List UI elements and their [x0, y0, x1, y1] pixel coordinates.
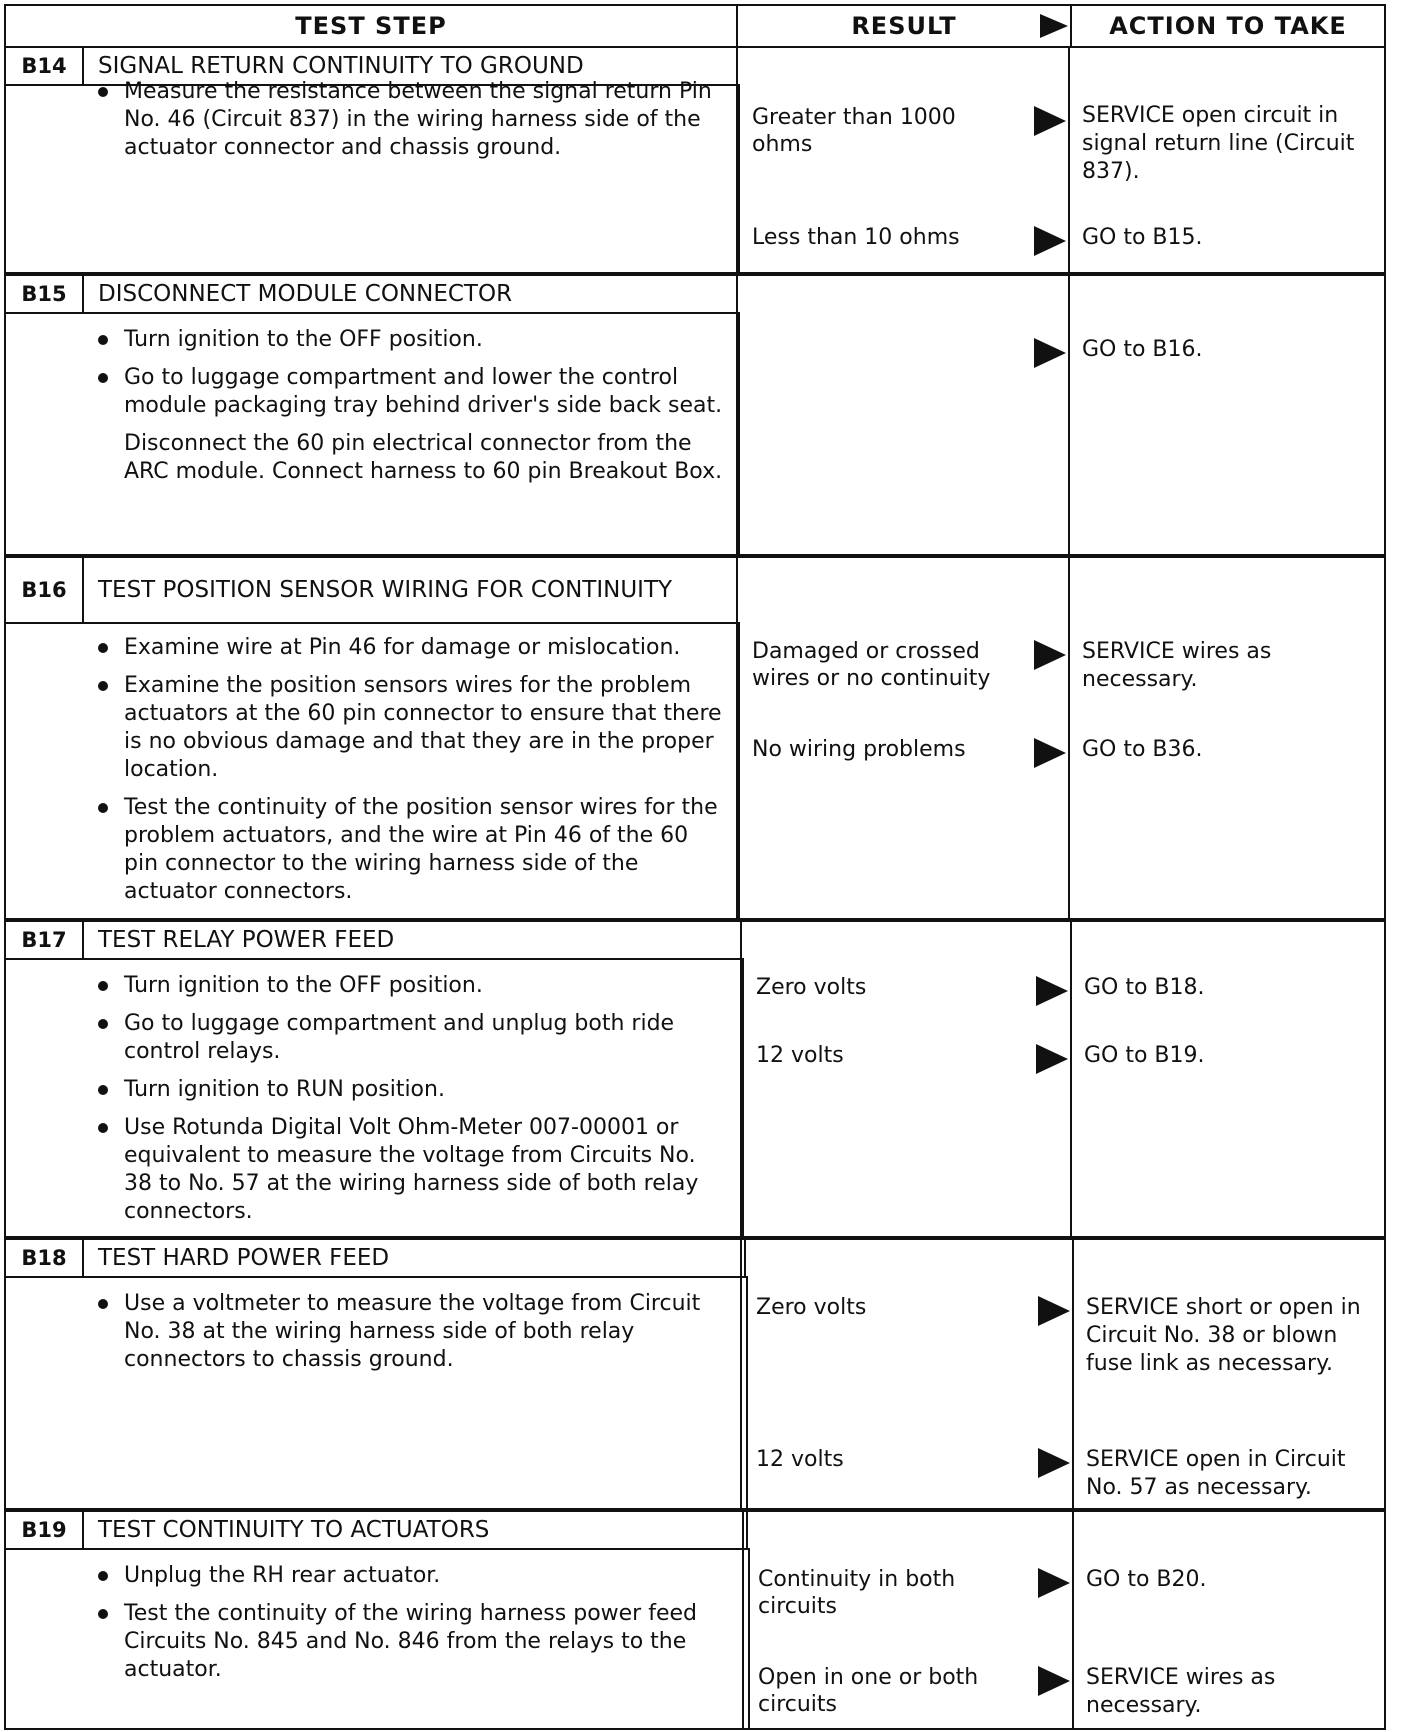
step-item: Turn ignition to the OFF position.	[96, 326, 726, 354]
action-text: GO to B19.	[1084, 1043, 1205, 1068]
step-list-b18	[96, 1290, 734, 1384]
step-list-b14	[96, 78, 726, 172]
step-item: Test the continuity of the position sensor wires for the problem actuators, and the wire at Pin 46 of the 60 pin connector to the wiring harness side of the actuator connectors.	[96, 794, 726, 906]
arrow-right-icon	[1036, 1044, 1068, 1074]
arrow-right-icon	[1034, 226, 1066, 256]
step-id-b18: B18	[4, 1238, 84, 1278]
result-text: Greater than 1000 ohms	[752, 105, 956, 157]
step-item: Disconnect the 60 pin electrical connector from the ARC module. Connect harness to 60 pin Breakout Box.	[124, 431, 723, 484]
result-column-b17	[740, 920, 1072, 1238]
step-item: Test the continuity of the wiring harness power feed Circuits No. 845 and No. 846 from the relays to the actuator.	[96, 1600, 736, 1684]
step-list-b17	[96, 972, 730, 1236]
header-result-label: RESULT	[851, 12, 957, 40]
result-text: No wiring problems	[752, 737, 966, 762]
action-text: SERVICE wires as necessary.	[1082, 639, 1272, 692]
step-item: Turn ignition to RUN position.	[96, 1076, 730, 1104]
result-text: Zero volts	[756, 975, 867, 1000]
arrow-right-icon	[1038, 1296, 1070, 1326]
step-list-b16	[96, 634, 726, 916]
result-text: 12 volts	[756, 1043, 844, 1068]
step-item: Use Rotunda Digital Volt Ohm-Meter 007-00001 or equivalent to measure the voltage from Circuits No. 38 to No. 57 at the wiring harness side of both relay connectors.	[96, 1114, 730, 1226]
arrow-right-icon	[1038, 1448, 1070, 1478]
step-item: Turn ignition to the OFF position.	[96, 972, 730, 1000]
result-text: Damaged or crossed wires or no continuity	[752, 639, 991, 691]
step-title-b17: TEST RELAY POWER FEED	[82, 920, 742, 960]
step-list-b15	[96, 326, 726, 496]
arrow-right-icon	[1038, 1568, 1070, 1598]
step-item: Use a voltmeter to measure the voltage from Circuit No. 38 at the wiring harness side of both relay connectors to chassis ground.	[96, 1290, 734, 1374]
step-id-b15: B15	[4, 274, 84, 314]
step-item: Go to luggage compartment and unplug both ride control relays.	[96, 1010, 730, 1066]
result-text: Open in one or both circuits	[758, 1665, 979, 1717]
action-text: SERVICE short or open in Circuit No. 38 or blown fuse link as necessary.	[1086, 1295, 1361, 1376]
header-action	[1070, 4, 1386, 48]
action-column-b15	[1068, 274, 1386, 556]
header-arrow-icon	[1040, 14, 1068, 38]
result-text: Continuity in both circuits	[758, 1567, 956, 1619]
action-text: GO to B18.	[1084, 975, 1205, 1000]
step-title-b15: DISCONNECT MODULE CONNECTOR	[82, 274, 738, 314]
step-id-b17: B17	[4, 920, 84, 960]
step-title-b19: TEST CONTINUITY TO ACTUATORS	[82, 1510, 748, 1550]
action-text: GO to B15.	[1082, 225, 1203, 250]
step-item: Examine wire at Pin 46 for damage or mislocation.	[96, 634, 726, 662]
step-id-b19: B19	[4, 1510, 84, 1550]
result-column-b15	[736, 274, 1070, 556]
arrow-right-icon	[1034, 640, 1066, 670]
arrow-right-icon	[1038, 1666, 1070, 1696]
step-item: Measure the resistance between the signal return Pin No. 46 (Circuit 837) in the wiring harness side of the actuator connector and chassis ground.	[96, 78, 726, 162]
arrow-right-icon	[1036, 976, 1068, 1006]
step-title-b14: SIGNAL RETURN CONTINUITY TO GROUND	[82, 46, 738, 86]
arrow-right-icon	[1034, 738, 1066, 768]
action-text: SERVICE open in Circuit No. 57 as necessary.	[1086, 1447, 1346, 1500]
action-text: GO to B16.	[1082, 337, 1203, 362]
step-list-b19	[96, 1562, 736, 1694]
step-title-b18: TEST HARD POWER FEED	[82, 1238, 746, 1278]
header-action-label: ACTION TO TAKE	[1109, 12, 1347, 40]
step-item: Examine the position sensors wires for the problem actuators at the 60 pin connector to ensure that there is no obvious damage and that they are in the proper location.	[96, 672, 726, 784]
action-text: GO to B36.	[1082, 737, 1203, 762]
header-test-step	[4, 4, 738, 48]
result-text: Less than 10 ohms	[752, 225, 960, 250]
result-text: 12 volts	[756, 1447, 844, 1472]
action-column-b17	[1070, 920, 1386, 1238]
step-item: Unplug the RH rear actuator.	[96, 1562, 736, 1590]
step-id-b14: B14	[4, 46, 84, 86]
step-item: Go to luggage compartment and lower the control module packaging tray behind driver's side back seat.	[96, 364, 726, 420]
step-title-b16: TEST POSITION SENSOR WIRING FOR CONTINUITY	[82, 556, 738, 624]
header-result	[736, 4, 1072, 48]
header-test-step-label: TEST STEP	[295, 12, 447, 40]
action-text: SERVICE open circuit in signal return line (Circuit 837).	[1082, 103, 1355, 184]
action-text: SERVICE wires as necessary.	[1086, 1665, 1276, 1718]
step-id-b16: B16	[4, 556, 84, 624]
action-text: GO to B20.	[1086, 1567, 1207, 1592]
arrow-right-icon	[1034, 106, 1066, 136]
arrow-right-icon	[1034, 338, 1066, 368]
result-text: Zero volts	[756, 1295, 867, 1320]
